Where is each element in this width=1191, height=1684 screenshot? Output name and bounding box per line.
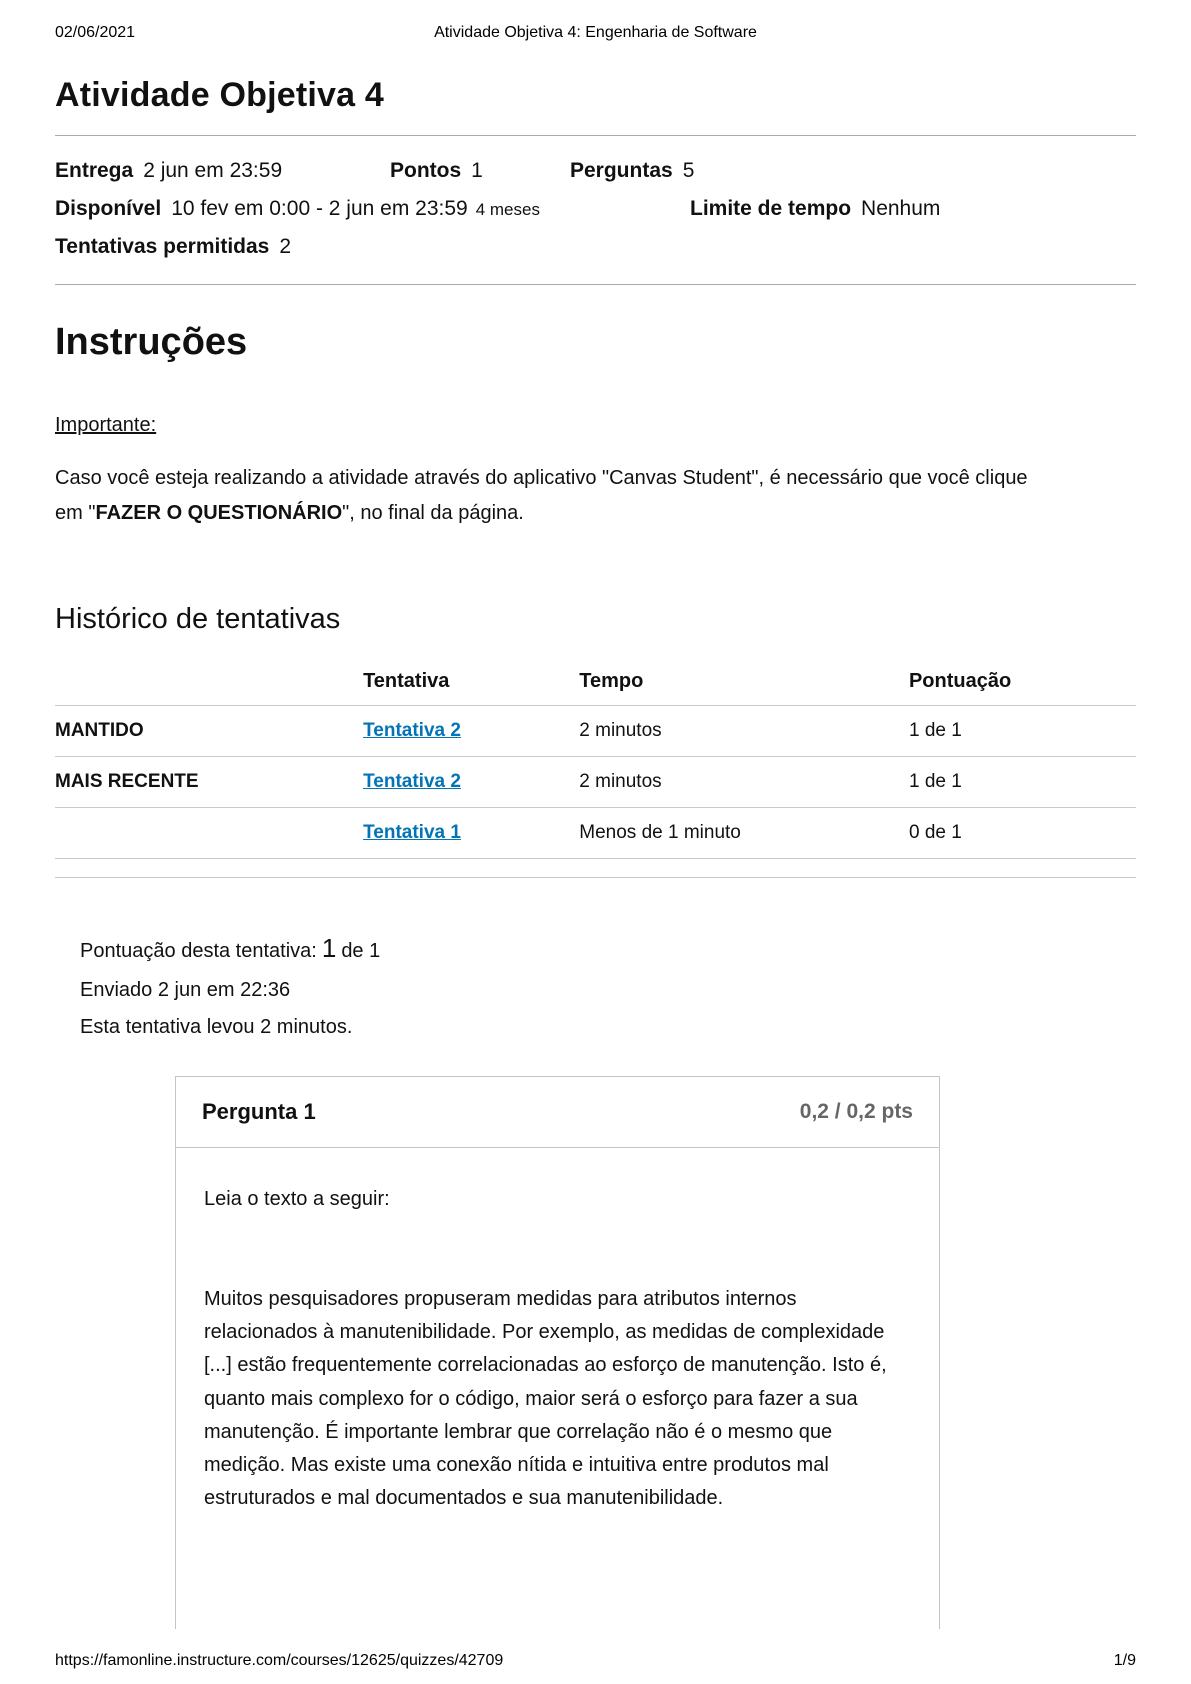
print-date: 02/06/2021 [55,24,136,41]
instructions-text-pre: Caso você esteja realizando a atividade através do aplicativo "Canvas Student", é necessário que você clique em " [55,467,1028,524]
attempt-status: MAIS RECENTE [55,757,363,808]
footer-url: https://famonline.instructure.com/courses/12625/quizzes/42709 [55,1652,504,1669]
table-row [55,757,1136,808]
disponivel-value: 10 fev em 0:00 - 2 jun em 23:59 [171,197,468,220]
duration-line: Esta tentativa levou 2 minutos. [80,1016,353,1039]
detail-row-1 [55,152,1136,190]
table-row [55,706,1136,757]
score-label: Pontuação desta tentativa: [80,940,317,962]
attempt-score: 1 de 1 [909,757,1136,808]
column-header-pontuacao: Pontuação [909,660,1136,706]
column-header-tempo: Tempo [579,660,909,706]
attempt-score: 1 de 1 [909,706,1136,757]
submitted-line: Enviado 2 jun em 22:36 [80,979,291,1002]
attempt-time: 2 minutos [579,757,909,808]
print-header [55,0,1136,46]
question-card [175,1076,940,1629]
attempt-status: MANTIDO [55,706,363,757]
instructions-text-post: ", no final da página. [342,502,524,524]
attempt-link[interactable]: Tentativa 2 [363,771,461,792]
table-row [55,808,1136,859]
attempt-time: Menos de 1 minuto [579,808,909,859]
disponivel-label: Disponível [55,197,162,220]
tentativas-permitidas-label: Tentativas permitidas [55,235,270,258]
entrega-value: 2 jun em 23:59 [143,159,283,182]
instructions-paragraph [55,461,1050,531]
print-footer [55,1652,1136,1670]
attempt-status [55,808,363,859]
column-header-empty [55,660,363,706]
detail-row-2 [55,190,1136,228]
attempts-header-row [55,660,1136,706]
attempt-score: 0 de 1 [909,808,1136,859]
question-points: 0,2 / 0,2 pts [799,1100,913,1124]
instructions-text-bold: FAZER O QUESTIONÁRIO [95,502,343,524]
score-value-big: 1 [321,933,337,963]
divider [55,284,1136,285]
question-header [176,1077,939,1148]
tentativas-permitidas-value: 2 [279,235,292,258]
disponivel-extra: 4 meses [475,200,540,219]
question-body [176,1148,939,1515]
attempt-link[interactable]: Tentativa 2 [363,720,461,741]
perguntas-label: Perguntas [570,159,673,182]
limite-tempo-label: Limite de tempo [690,197,852,220]
attempts-heading: Histórico de tentativas [55,603,341,635]
quiz-details [55,136,1136,284]
detail-row-3 [55,228,1136,266]
important-label: Importante: [55,414,157,436]
attempt-summary [80,924,1136,1046]
question-title: Pergunta 1 [202,1099,316,1125]
pontos-value: 1 [471,159,483,182]
divider [55,877,1136,878]
score-value-rest: de 1 [341,940,381,962]
instructions-heading: Instruções [55,321,248,363]
pontos-label: Pontos [390,159,462,182]
question-text: Muitos pesquisadores propuseram medidas para atributos internos relacionados à manutenibilidade. Por exemplo, as medidas de complexidade [...] estão frequentemente correlacionadas ao esforço de manutenção. Isto é, quanto mais complexo for o código, maior será o esforço para fazer a sua manutenção. É importante lembrar que correlação não é o mesmo que medição. Mas existe uma conexão nítida e intuitiva entre produtos mal estruturados e mal documentados e sua manutenibilidade. [204,1288,887,1510]
column-header-tentativa: Tentativa [363,660,579,706]
score-line [80,924,1136,972]
entrega-label: Entrega [55,159,134,182]
attempt-link[interactable]: Tentativa 1 [363,822,461,843]
footer-page-number: 1/9 [1113,1652,1136,1669]
limite-tempo-value: Nenhum [861,197,941,220]
print-title: Atividade Objetiva 4: Engenharia de Software [434,24,757,41]
attempts-table [55,660,1136,859]
perguntas-value: 5 [682,159,695,182]
attempt-time: 2 minutos [579,706,909,757]
question-lead: Leia o texto a seguir: [204,1188,390,1211]
page-title: Atividade Objetiva 4 [55,76,384,114]
